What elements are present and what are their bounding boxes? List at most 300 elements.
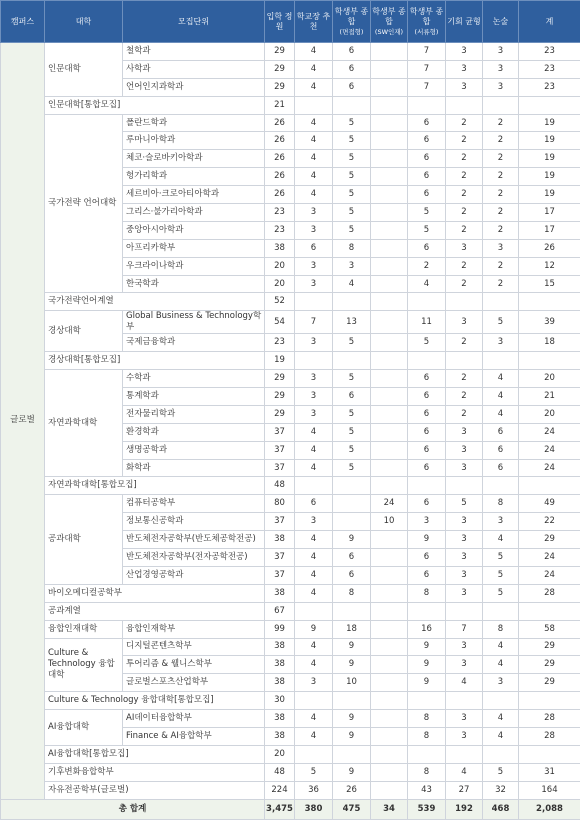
value-cell <box>371 656 408 674</box>
value-cell <box>371 204 408 222</box>
value-cell: 12 <box>519 257 580 275</box>
value-cell: 2 <box>446 388 483 406</box>
value-cell: 7 <box>408 60 446 78</box>
header-comprehensive-document: 학생부 종합 (서류형) <box>408 1 446 43</box>
value-cell: 28 <box>519 727 580 745</box>
value-cell: 3 <box>295 275 333 293</box>
value-cell: 164 <box>519 781 580 799</box>
value-cell: 4 <box>295 549 333 567</box>
value-cell <box>295 745 333 763</box>
value-cell <box>483 352 519 370</box>
value-cell: 2 <box>446 221 483 239</box>
unit-cell: 디지털콘텐츠학부 <box>123 638 265 656</box>
value-cell: 3 <box>483 43 519 61</box>
header-equal-opportunity: 기회 균형 <box>446 1 483 43</box>
value-cell: 20 <box>519 405 580 423</box>
value-cell: 4 <box>295 43 333 61</box>
value-cell: 9 <box>333 727 371 745</box>
value-cell: 2 <box>446 204 483 222</box>
value-cell: 9 <box>408 656 446 674</box>
value-cell <box>371 334 408 352</box>
unit-cell: 환경학과 <box>123 423 265 441</box>
value-cell <box>446 745 483 763</box>
value-cell: 20 <box>265 275 295 293</box>
value-cell: 31 <box>519 763 580 781</box>
value-cell <box>408 293 446 311</box>
value-cell <box>295 293 333 311</box>
header-recommendation: 학교장 추천 <box>295 1 333 43</box>
value-cell: 30 <box>265 692 295 710</box>
table-body <box>1 43 580 820</box>
value-cell: 6 <box>408 168 446 186</box>
unit-cell: 국제금융학과 <box>123 334 265 352</box>
college-cell: 경상대학 <box>45 311 123 352</box>
value-cell: 8 <box>408 727 446 745</box>
value-cell <box>519 293 580 311</box>
value-cell: 6 <box>408 114 446 132</box>
total-value-cell: 475 <box>333 799 371 819</box>
value-cell: 5 <box>333 132 371 150</box>
value-cell: 6 <box>408 566 446 584</box>
value-cell: 23 <box>265 204 295 222</box>
value-cell: 8 <box>333 584 371 602</box>
college-cell: 바이오메디컬공학부 <box>45 584 265 602</box>
value-cell: 3 <box>446 43 483 61</box>
value-cell <box>371 602 408 620</box>
value-cell: 4 <box>295 423 333 441</box>
value-cell: 3 <box>446 656 483 674</box>
value-cell: 23 <box>265 334 295 352</box>
table-row <box>1 96 580 114</box>
value-cell: 3 <box>446 78 483 96</box>
value-cell: 4 <box>295 186 333 204</box>
value-cell <box>483 602 519 620</box>
value-cell: 29 <box>519 638 580 656</box>
value-cell: 2 <box>483 275 519 293</box>
value-cell: 5 <box>483 311 519 334</box>
value-cell: 24 <box>371 495 408 513</box>
college-cell: 자연과학대학 <box>45 370 123 477</box>
value-cell: 5 <box>333 186 371 204</box>
value-cell <box>371 78 408 96</box>
value-cell: 5 <box>446 495 483 513</box>
value-cell <box>371 257 408 275</box>
value-cell: 48 <box>265 763 295 781</box>
unit-cell: 산업경영공학과 <box>123 566 265 584</box>
value-cell: 16 <box>408 620 446 638</box>
college-cell: 공과계열 <box>45 602 265 620</box>
value-cell: 7 <box>408 78 446 96</box>
value-cell: 3 <box>295 204 333 222</box>
value-cell: 3 <box>446 531 483 549</box>
value-cell <box>371 566 408 584</box>
value-cell: 5 <box>333 114 371 132</box>
table-row <box>1 781 580 799</box>
value-cell: 3 <box>446 549 483 567</box>
value-cell <box>371 763 408 781</box>
value-cell: 48 <box>265 477 295 495</box>
value-cell: 6 <box>408 405 446 423</box>
college-cell: 국가전략언어계열 <box>45 293 265 311</box>
header-unit: 모집단위 <box>123 1 265 43</box>
value-cell: 52 <box>265 293 295 311</box>
value-cell: 3 <box>446 60 483 78</box>
college-cell: 기후변화융합학부 <box>45 763 265 781</box>
value-cell: 19 <box>519 186 580 204</box>
value-cell: 24 <box>519 459 580 477</box>
value-cell: 24 <box>519 566 580 584</box>
value-cell: 2 <box>483 114 519 132</box>
table-row <box>1 602 580 620</box>
value-cell: 3 <box>295 405 333 423</box>
value-cell: 38 <box>265 727 295 745</box>
header-essay: 논술 <box>483 1 519 43</box>
value-cell: 6 <box>408 370 446 388</box>
value-cell: 6 <box>408 239 446 257</box>
value-cell <box>371 674 408 692</box>
total-row <box>1 799 580 819</box>
value-cell: 3 <box>483 239 519 257</box>
value-cell: 4 <box>483 531 519 549</box>
college-cell: 자연과학대학[통합모집] <box>45 477 265 495</box>
value-cell: 6 <box>295 239 333 257</box>
value-cell <box>408 745 446 763</box>
value-cell: 7 <box>446 620 483 638</box>
value-cell <box>333 602 371 620</box>
value-cell: 6 <box>408 150 446 168</box>
unit-cell: 사학과 <box>123 60 265 78</box>
value-cell: 2 <box>446 186 483 204</box>
value-cell <box>408 602 446 620</box>
unit-cell: 언어인지과학과 <box>123 78 265 96</box>
value-cell: 3 <box>295 388 333 406</box>
value-cell: 5 <box>408 334 446 352</box>
value-cell: 6 <box>408 423 446 441</box>
value-cell <box>408 96 446 114</box>
value-cell: 19 <box>265 352 295 370</box>
table-row <box>1 584 580 602</box>
value-cell: 3 <box>483 513 519 531</box>
value-cell: 5 <box>333 334 371 352</box>
value-cell: 6 <box>408 495 446 513</box>
value-cell <box>408 352 446 370</box>
value-cell <box>371 727 408 745</box>
value-cell: 4 <box>483 405 519 423</box>
value-cell <box>483 477 519 495</box>
value-cell: 32 <box>483 781 519 799</box>
value-cell: 4 <box>295 441 333 459</box>
value-cell: 2 <box>446 334 483 352</box>
value-cell: 17 <box>519 221 580 239</box>
value-cell <box>371 459 408 477</box>
value-cell: 6 <box>408 549 446 567</box>
header-campus: 캠퍼스 <box>1 1 45 43</box>
value-cell: 4 <box>483 656 519 674</box>
table-row <box>1 293 580 311</box>
value-cell: 6 <box>295 495 333 513</box>
table-row <box>1 620 580 638</box>
value-cell: 29 <box>265 78 295 96</box>
value-cell <box>371 311 408 334</box>
value-cell: 4 <box>295 638 333 656</box>
value-cell: 9 <box>333 763 371 781</box>
value-cell <box>371 620 408 638</box>
value-cell: 5 <box>333 168 371 186</box>
unit-cell: Global Business & Technology학부 <box>123 311 265 334</box>
value-cell <box>371 150 408 168</box>
value-cell: 13 <box>333 311 371 334</box>
value-cell <box>371 132 408 150</box>
value-cell: 21 <box>265 96 295 114</box>
value-cell <box>371 745 408 763</box>
value-cell <box>333 352 371 370</box>
value-cell: 6 <box>333 549 371 567</box>
value-cell: 20 <box>519 370 580 388</box>
college-cell: 자유전공학부(글로벌) <box>45 781 265 799</box>
value-cell <box>371 710 408 728</box>
unit-cell: 중앙아시아학과 <box>123 221 265 239</box>
college-cell: 인문대학 <box>45 43 123 97</box>
value-cell <box>371 239 408 257</box>
value-cell: 10 <box>371 513 408 531</box>
value-cell: 38 <box>265 674 295 692</box>
value-cell: 3 <box>446 584 483 602</box>
value-cell <box>483 745 519 763</box>
value-cell: 224 <box>265 781 295 799</box>
college-cell: 국가전략 언어대학 <box>45 114 123 293</box>
value-cell: 67 <box>265 602 295 620</box>
value-cell: 8 <box>408 584 446 602</box>
value-cell: 4 <box>295 459 333 477</box>
value-cell <box>371 441 408 459</box>
value-cell <box>519 692 580 710</box>
value-cell: 6 <box>333 60 371 78</box>
value-cell <box>371 43 408 61</box>
value-cell: 2 <box>483 186 519 204</box>
value-cell: 37 <box>265 549 295 567</box>
value-cell: 3 <box>295 674 333 692</box>
value-cell <box>333 477 371 495</box>
value-cell: 4 <box>483 638 519 656</box>
value-cell: 6 <box>408 459 446 477</box>
value-cell: 3 <box>446 441 483 459</box>
table-row <box>1 745 580 763</box>
value-cell: 15 <box>519 275 580 293</box>
value-cell: 5 <box>333 221 371 239</box>
value-cell: 2 <box>483 257 519 275</box>
unit-cell: 융합인재학부 <box>123 620 265 638</box>
value-cell: 37 <box>265 423 295 441</box>
value-cell: 4 <box>295 531 333 549</box>
unit-cell: 통계학과 <box>123 388 265 406</box>
value-cell: 24 <box>519 441 580 459</box>
total-value-cell: 468 <box>483 799 519 819</box>
value-cell <box>295 602 333 620</box>
value-cell: 2 <box>483 132 519 150</box>
value-cell <box>446 293 483 311</box>
unit-cell: 한국학과 <box>123 275 265 293</box>
value-cell: 26 <box>265 150 295 168</box>
value-cell: 2 <box>446 257 483 275</box>
value-cell: 5 <box>333 459 371 477</box>
value-cell: 19 <box>519 114 580 132</box>
value-cell: 18 <box>519 334 580 352</box>
value-cell: 37 <box>265 459 295 477</box>
college-cell: Culture & Technology 융합대학 <box>45 638 123 692</box>
value-cell: 29 <box>265 43 295 61</box>
total-value-cell: 2,088 <box>519 799 580 819</box>
value-cell <box>333 513 371 531</box>
value-cell: 4 <box>483 388 519 406</box>
table-row <box>1 370 580 388</box>
value-cell: 2 <box>446 275 483 293</box>
value-cell <box>371 114 408 132</box>
unit-cell: 아프리카학부 <box>123 239 265 257</box>
value-cell: 29 <box>519 674 580 692</box>
unit-cell: 정보통신공학과 <box>123 513 265 531</box>
value-cell <box>295 352 333 370</box>
college-cell: 인문대학[통합모집] <box>45 96 265 114</box>
value-cell <box>371 186 408 204</box>
value-cell: 2 <box>446 114 483 132</box>
value-cell: 3 <box>446 513 483 531</box>
unit-cell: 철학과 <box>123 43 265 61</box>
value-cell <box>371 531 408 549</box>
value-cell <box>519 602 580 620</box>
value-cell: 3 <box>483 334 519 352</box>
value-cell <box>295 96 333 114</box>
value-cell: 5 <box>483 584 519 602</box>
value-cell: 6 <box>333 388 371 406</box>
unit-cell: 수학과 <box>123 370 265 388</box>
value-cell: 4 <box>295 132 333 150</box>
value-cell: 29 <box>519 656 580 674</box>
unit-cell: 우크라이나학과 <box>123 257 265 275</box>
college-cell: AI융합대학 <box>45 710 123 746</box>
value-cell: 9 <box>333 656 371 674</box>
value-cell <box>333 96 371 114</box>
value-cell <box>483 96 519 114</box>
value-cell: 4 <box>295 584 333 602</box>
value-cell: 8 <box>408 763 446 781</box>
value-cell: 6 <box>408 441 446 459</box>
unit-cell: 반도체전자공학부(전자공학전공) <box>123 549 265 567</box>
unit-cell: 화학과 <box>123 459 265 477</box>
value-cell: 9 <box>408 638 446 656</box>
value-cell: 3 <box>483 60 519 78</box>
value-cell <box>371 293 408 311</box>
table-row <box>1 763 580 781</box>
value-cell <box>371 221 408 239</box>
value-cell: 10 <box>333 674 371 692</box>
value-cell: 23 <box>519 78 580 96</box>
value-cell: 3 <box>446 638 483 656</box>
value-cell: 4 <box>483 727 519 745</box>
value-cell: 6 <box>483 459 519 477</box>
college-cell: Culture & Technology 융합대학[통합모집] <box>45 692 265 710</box>
value-cell: 26 <box>265 186 295 204</box>
unit-cell: 그리스·불가리아학과 <box>123 204 265 222</box>
total-value-cell: 34 <box>371 799 408 819</box>
value-cell: 5 <box>408 221 446 239</box>
value-cell: 3 <box>446 459 483 477</box>
value-cell: 49 <box>519 495 580 513</box>
value-cell: 54 <box>265 311 295 334</box>
value-cell: 5 <box>333 370 371 388</box>
value-cell <box>446 352 483 370</box>
value-cell: 22 <box>519 513 580 531</box>
value-cell: 11 <box>408 311 446 334</box>
value-cell: 6 <box>333 43 371 61</box>
value-cell: 2 <box>483 150 519 168</box>
value-cell <box>371 477 408 495</box>
value-cell <box>333 692 371 710</box>
table-row <box>1 311 580 334</box>
value-cell <box>446 96 483 114</box>
value-cell: 80 <box>265 495 295 513</box>
value-cell: 99 <box>265 620 295 638</box>
value-cell: 2 <box>446 370 483 388</box>
value-cell: 3 <box>295 370 333 388</box>
value-cell: 29 <box>265 370 295 388</box>
header-comprehensive-sw: 학생부 종합 (SW인재) <box>371 1 408 43</box>
value-cell: 4 <box>295 566 333 584</box>
value-cell: 4 <box>408 275 446 293</box>
value-cell: 20 <box>265 745 295 763</box>
value-cell: 28 <box>519 710 580 728</box>
value-cell <box>371 388 408 406</box>
header-comprehensive-interview: 학생부 종합 (면접형) <box>333 1 371 43</box>
unit-cell: Finance & AI융합학부 <box>123 727 265 745</box>
value-cell: 21 <box>519 388 580 406</box>
total-value-cell: 539 <box>408 799 446 819</box>
value-cell: 37 <box>265 513 295 531</box>
college-cell: 공과대학 <box>45 495 123 584</box>
value-cell <box>295 477 333 495</box>
total-value-cell: 380 <box>295 799 333 819</box>
value-cell: 38 <box>265 710 295 728</box>
value-cell: 6 <box>408 132 446 150</box>
value-cell: 5 <box>333 150 371 168</box>
value-cell: 8 <box>483 620 519 638</box>
value-cell: 3 <box>446 566 483 584</box>
total-label: 총 합계 <box>1 799 265 819</box>
header-college: 대학 <box>45 1 123 43</box>
table-row <box>1 352 580 370</box>
value-cell: 7 <box>295 311 333 334</box>
value-cell: 3 <box>295 334 333 352</box>
value-cell: 2 <box>483 204 519 222</box>
value-cell: 3 <box>446 239 483 257</box>
value-cell <box>371 405 408 423</box>
value-cell: 9 <box>333 638 371 656</box>
unit-cell: 체코·슬로바키아학과 <box>123 150 265 168</box>
value-cell: 3 <box>446 423 483 441</box>
value-cell: 2 <box>483 221 519 239</box>
value-cell: 27 <box>446 781 483 799</box>
campus-cell: 글로벌 <box>1 43 45 800</box>
value-cell <box>371 352 408 370</box>
value-cell <box>333 495 371 513</box>
value-cell: 37 <box>265 566 295 584</box>
value-cell: 2 <box>446 405 483 423</box>
value-cell <box>519 745 580 763</box>
value-cell: 4 <box>483 710 519 728</box>
unit-cell: 생명공학과 <box>123 441 265 459</box>
value-cell <box>371 638 408 656</box>
value-cell: 9 <box>333 710 371 728</box>
value-cell: 38 <box>265 638 295 656</box>
